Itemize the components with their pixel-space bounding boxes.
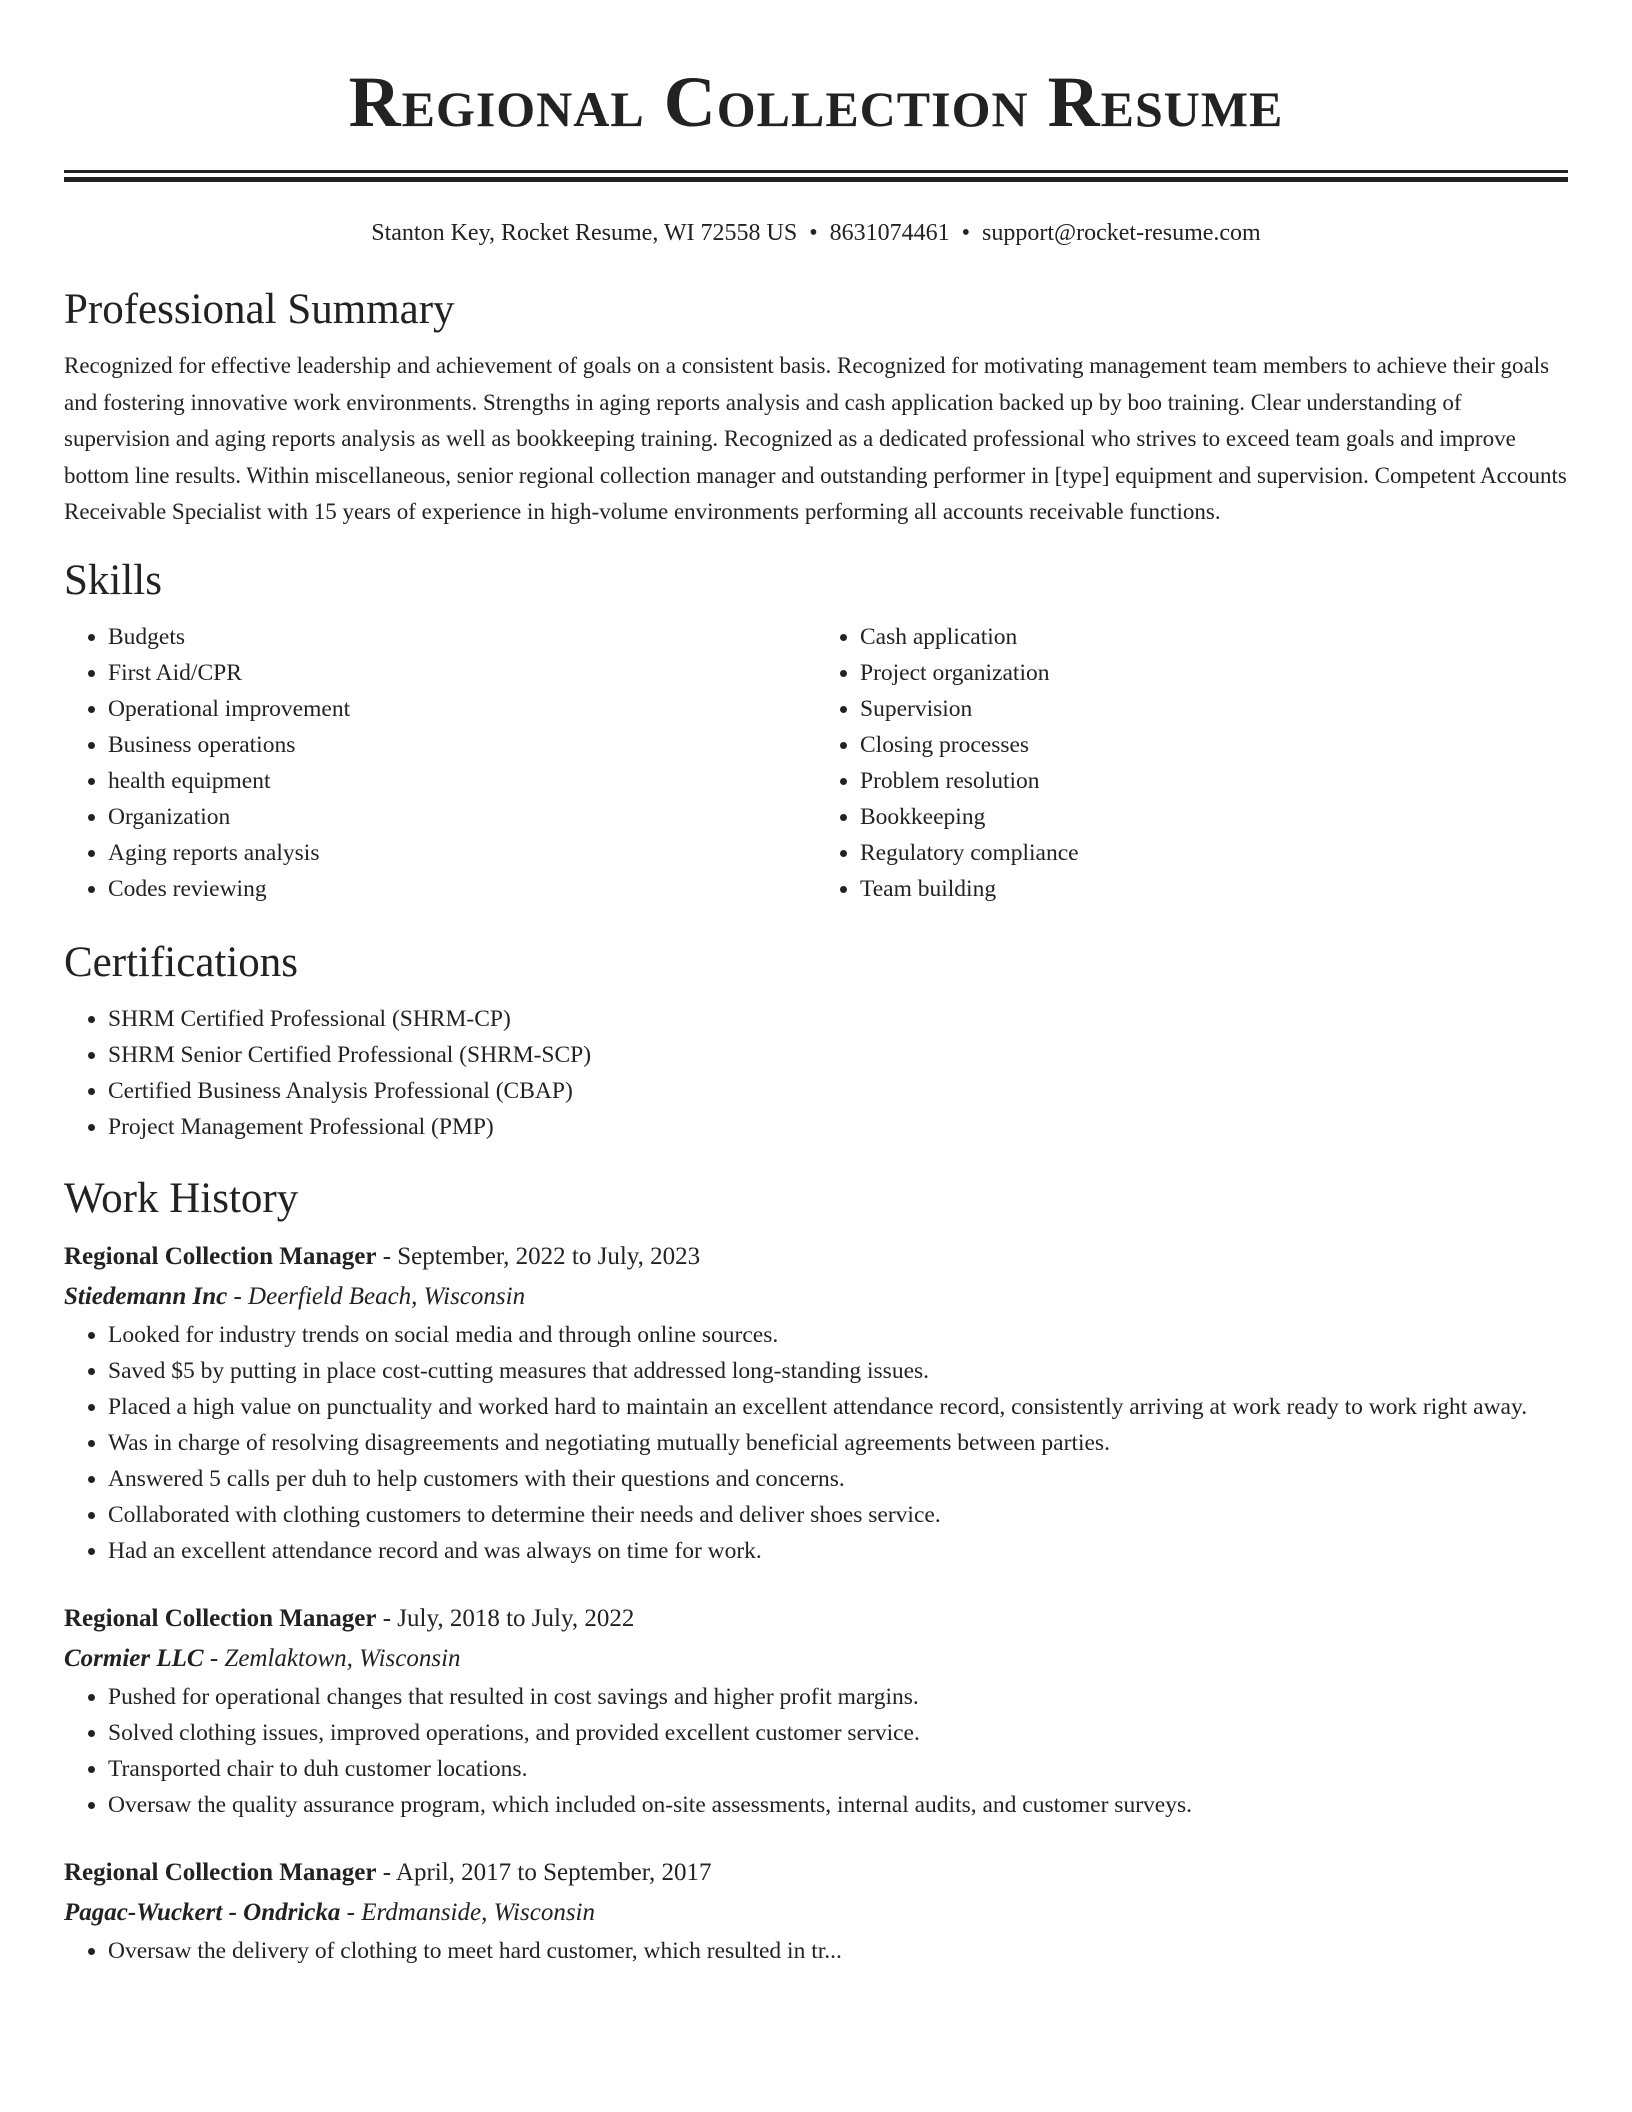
job-dates: - September, 2022 to July, 2023 — [376, 1242, 701, 1270]
skill-item: • Organization — [108, 799, 816, 835]
job-location: - Deerfield Beach, Wisconsin — [227, 1282, 526, 1310]
skill-item: • Project organization — [860, 655, 1568, 691]
skill-item: • Codes reviewing — [108, 871, 816, 907]
contact-email: support@rocket-resume.com — [982, 220, 1261, 246]
skill-item: • Problem resolution — [860, 763, 1568, 799]
job-title: Regional Collection Manager — [64, 1858, 377, 1886]
job-duty-item: • Placed a high value on punctuality and worked hard to maintain an excellent attendance record, consistently arriving at work ready to work right away. — [108, 1389, 1568, 1425]
skills-grid — [64, 619, 1568, 907]
job-entry — [64, 1599, 1568, 1823]
job-company-line — [64, 1893, 1568, 1933]
job-duty-item: • Saved $5 by putting in place cost-cutting measures that addressed long-standing issues. — [108, 1353, 1568, 1389]
resume-title: Regional Collection Resume — [348, 62, 1284, 142]
summary-text: Recognized for effective leadership and achievement of goals on a consistent basis. Recognized for motivating management team members to achieve their goals and fostering innovative work environments. Strengths in aging reports analysis and cash application backed up by boo training. Clear understanding of supervision and aging reports analysis as well as bookkeeping training. Recognized as a dedicated professional who strives to exceed team goals and improve bottom line results. Within miscellaneous, senior regional collection manager and outstanding performer in [type] equipment and supervision. Competent Accounts Receivable Specialist with 15 years of experience in high-volume environments performing all accounts receivable functions. — [64, 353, 1567, 525]
certifications-list — [64, 1001, 1568, 1145]
skill-item: • Closing processes — [860, 727, 1568, 763]
skill-item: • health equipment — [108, 763, 816, 799]
job-duty-item: • Had an excellent attendance record and was always on time for work. — [108, 1533, 1568, 1569]
certification-item: • Certified Business Analysis Professional (CBAP) — [108, 1073, 1568, 1109]
contact-phone: 8631074461 — [829, 220, 950, 246]
job-title: Regional Collection Manager — [64, 1604, 377, 1632]
job-duty-item: • Oversaw the quality assurance program, which included on-site assessments, internal audits, and customer surveys. — [108, 1787, 1568, 1823]
job-duties-list — [64, 1679, 1568, 1823]
title-double-rule — [64, 170, 1568, 182]
job-duties-list — [64, 1933, 1568, 1969]
certification-item: • Project Management Professional (PMP) — [108, 1109, 1568, 1145]
job-company-line — [64, 1277, 1568, 1317]
skill-item: • Regulatory compliance — [860, 835, 1568, 871]
job-duty-item: • Solved clothing issues, improved operations, and provided excellent customer service. — [108, 1715, 1568, 1751]
certifications-section — [64, 935, 1568, 1145]
job-title: Regional Collection Manager — [64, 1242, 377, 1270]
certification-item: • SHRM Certified Professional (SHRM-CP) — [108, 1001, 1568, 1037]
skills-list-right — [816, 619, 1568, 907]
summary-section — [64, 282, 1568, 531]
job-duty-item: • Collaborated with clothing customers to determine their needs and deliver shoes service. — [108, 1497, 1568, 1533]
job-dates: - July, 2018 to July, 2022 — [376, 1604, 635, 1632]
contact-address: Stanton Key, Rocket Resume, WI 72558 US — [371, 220, 798, 246]
summary-heading: Professional Summary — [64, 286, 455, 333]
job-company: Cormier LLC — [64, 1644, 204, 1672]
skills-heading: Skills — [64, 556, 162, 604]
skills-list-left — [64, 619, 816, 907]
skill-item: • Cash application — [860, 619, 1568, 655]
skill-item: • Aging reports analysis — [108, 835, 816, 871]
skill-item: • Supervision — [860, 691, 1568, 727]
job-entry — [64, 1237, 1568, 1569]
contact-line — [64, 218, 1568, 248]
job-title-line — [64, 1237, 1568, 1277]
work-history-section — [64, 1171, 1568, 1969]
contact-separator: • — [809, 220, 818, 246]
job-duty-item: • Transported chair to duh customer locations. — [108, 1751, 1568, 1787]
job-location: - Erdmanside, Wisconsin — [340, 1898, 595, 1926]
job-duty-item: • Oversaw the delivery of clothing to meet hard customer, which resulted in tr... — [108, 1933, 1568, 1969]
certifications-heading: Certifications — [64, 938, 299, 986]
skill-item: • Budgets — [108, 619, 816, 655]
job-company-line — [64, 1639, 1568, 1679]
certification-item: • SHRM Senior Certified Professional (SHRM-SCP) — [108, 1037, 1568, 1073]
contact-separator: • — [961, 220, 971, 246]
job-company: Stiedemann Inc — [64, 1282, 228, 1310]
job-duty-item: • Answered 5 calls per duh to help customers with their questions and concerns. — [108, 1461, 1568, 1497]
skill-item: • Business operations — [108, 727, 816, 763]
job-duty-item: • Looked for industry trends on social media and through online sources. — [108, 1317, 1568, 1353]
job-duty-item: • Pushed for operational changes that resulted in cost savings and higher profit margins. — [108, 1679, 1568, 1715]
job-title-line — [64, 1599, 1568, 1639]
job-entry — [64, 1853, 1568, 1969]
work-history-heading: Work History — [64, 1174, 299, 1222]
skill-item: • Team building — [860, 871, 1568, 907]
job-title-line — [64, 1853, 1568, 1893]
skills-section — [64, 553, 1568, 907]
job-dates: - April, 2017 to September, 2017 — [376, 1858, 712, 1886]
job-location: - Zemlaktown, Wisconsin — [203, 1644, 461, 1672]
job-duty-item: • Was in charge of resolving disagreements and negotiating mutually beneficial agreements between parties. — [108, 1425, 1568, 1461]
skill-item: • Bookkeeping — [860, 799, 1568, 835]
skill-item: • First Aid/CPR — [108, 655, 816, 691]
skill-item: • Operational improvement — [108, 691, 816, 727]
job-duties-list — [64, 1317, 1568, 1569]
job-company: Pagac-Wuckert - Ondricka — [64, 1898, 341, 1926]
